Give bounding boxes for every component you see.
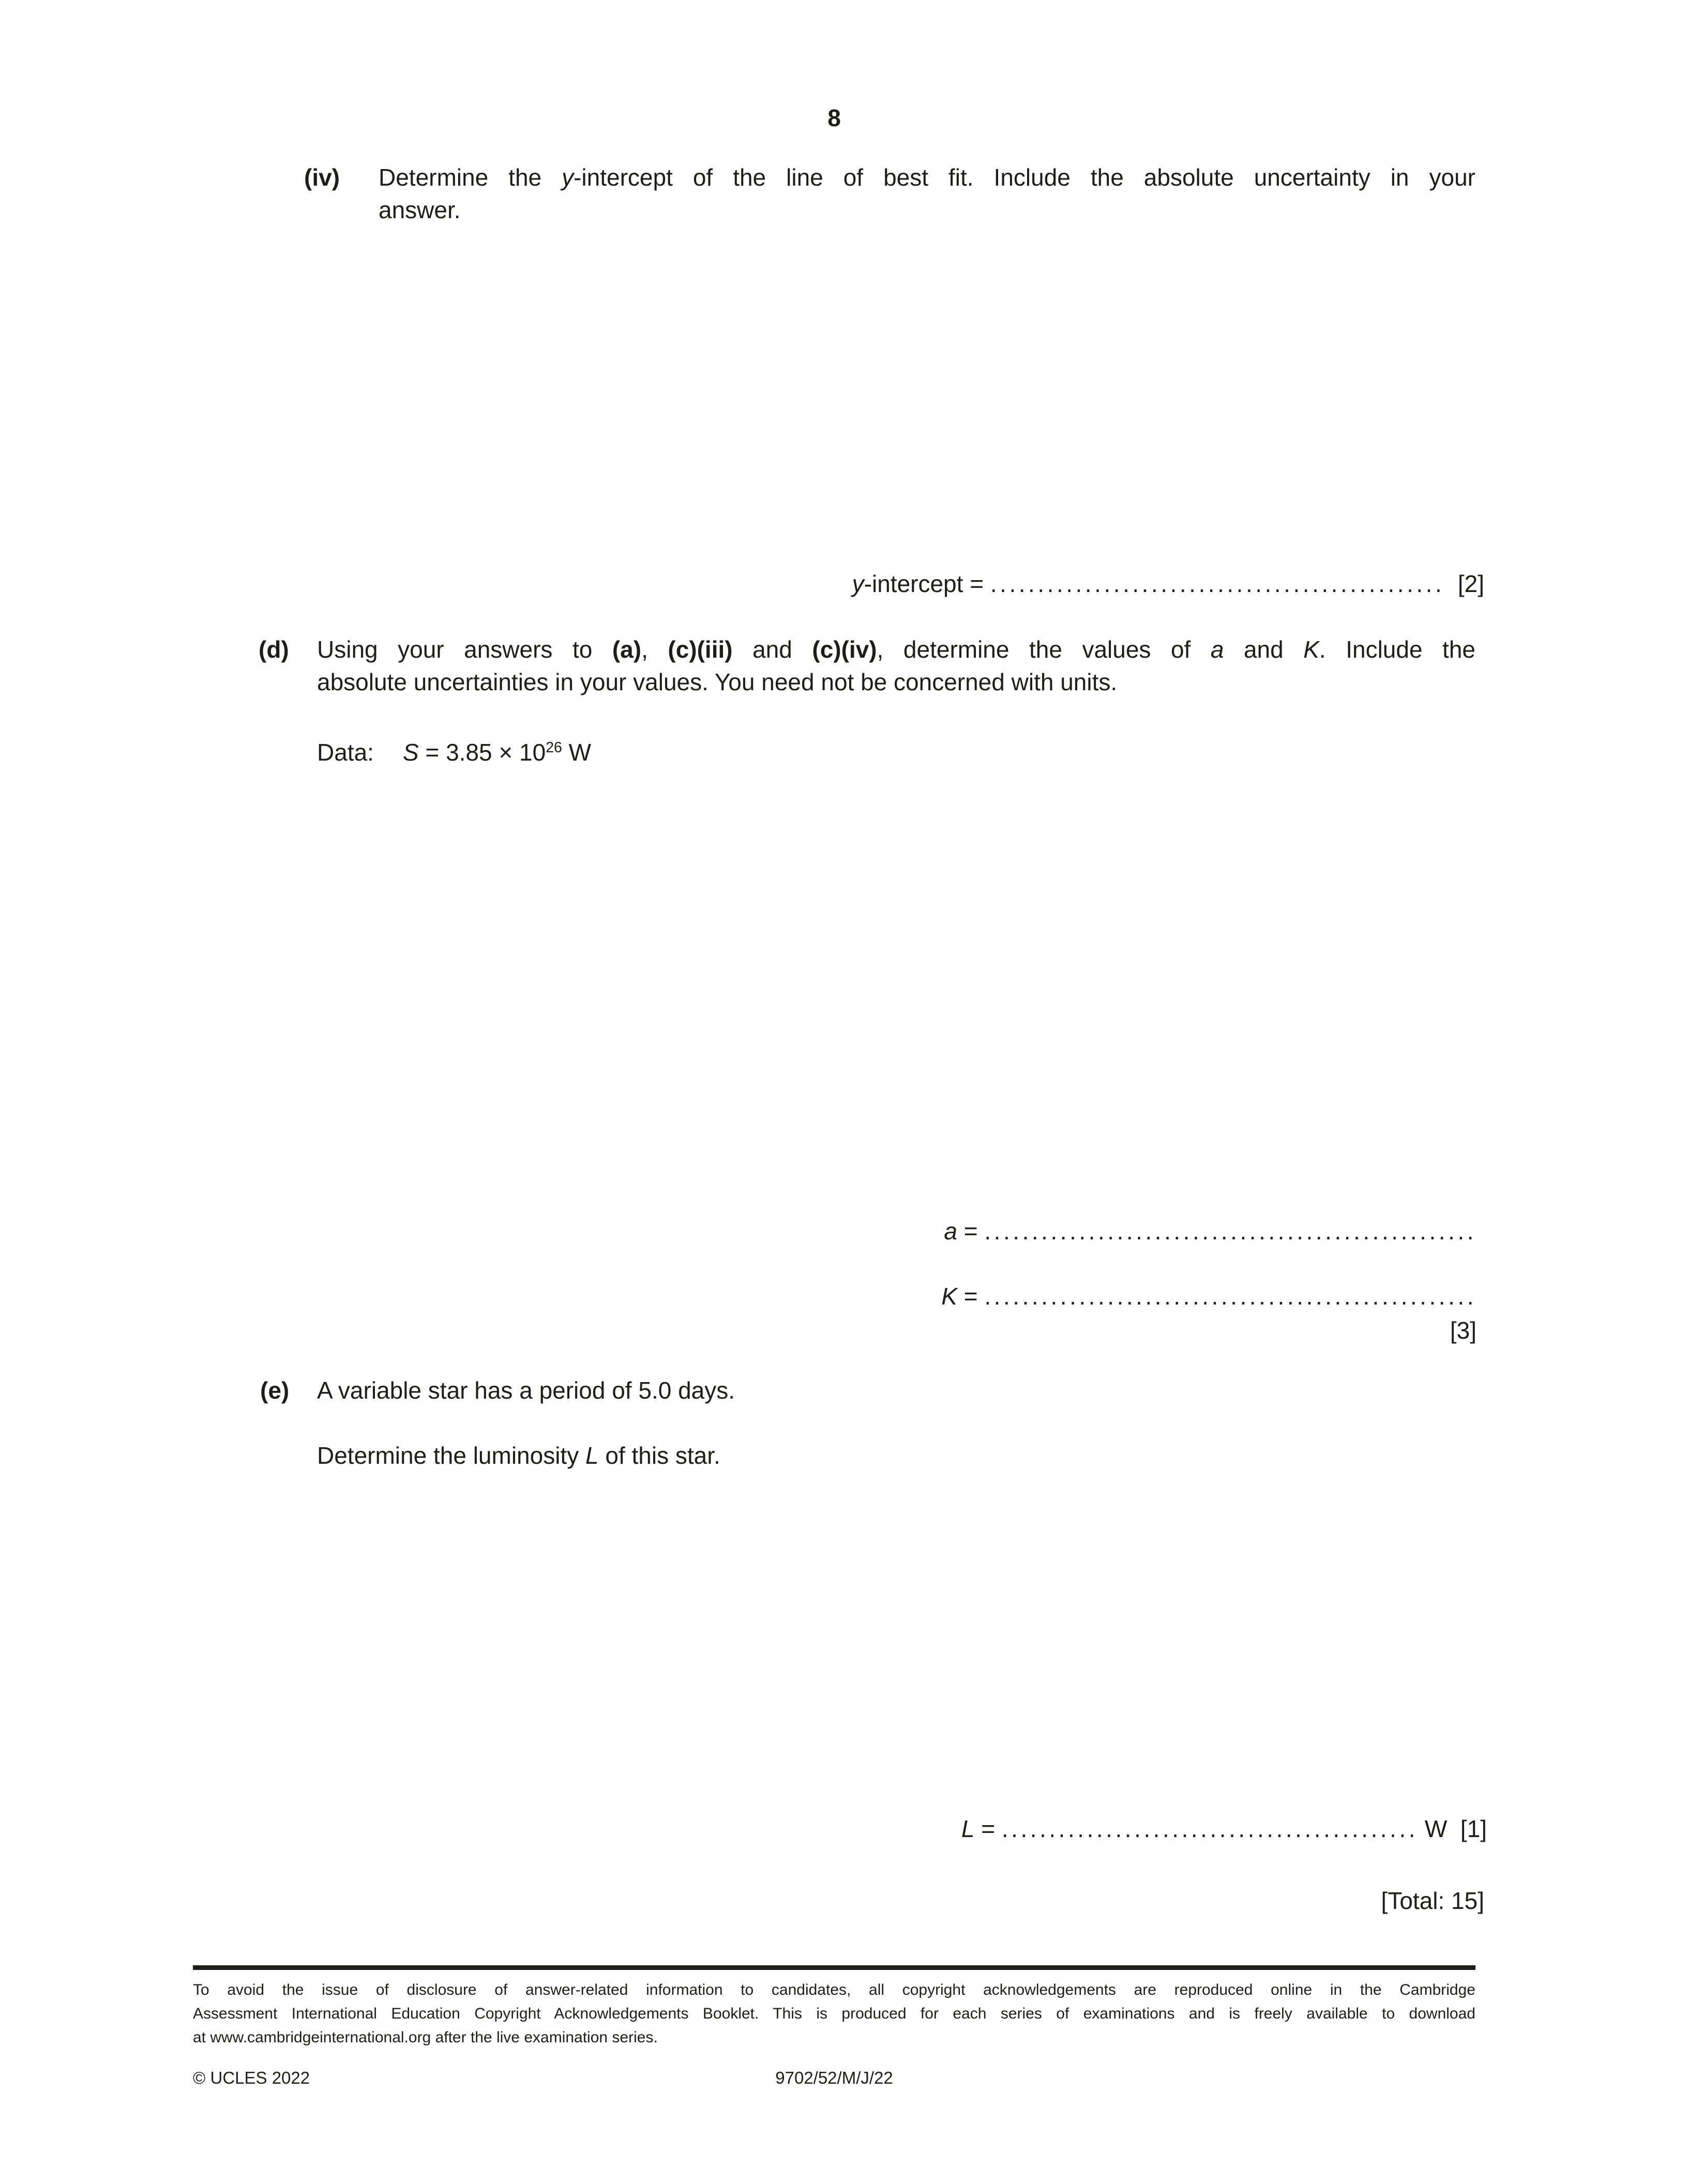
question-iv-line-2: answer. xyxy=(379,196,461,223)
data-value: $S = 3.85 \times 10^{26}$ W xyxy=(402,739,592,766)
question-iv-line-1: Determine the y-intercept of the line of best fit. Include the absolute uncertainty in your xyxy=(379,164,1475,191)
footer-divider xyxy=(193,1965,1475,1970)
y-intercept-answer-line: y-intercept = ................................................ [2] xyxy=(852,570,1484,597)
question-d-text xyxy=(317,633,1475,699)
question-d-line-2: absolute uncertainties in your values. You need not be concerned with units. xyxy=(317,669,1118,695)
footer-disclaimer-line-1: To avoid the issue of disclosure of answer-related information to candidates, all copyright acknowledgements are reproduced online in the Cambridge xyxy=(193,1981,1475,1998)
paper-code-wrap xyxy=(193,2067,1475,2089)
footer-disclaimer-line-2: Assessment International Education Copyright Acknowledgements Booklet. This is produced for each series of examinations and is freely available to download xyxy=(193,2005,1475,2022)
question-d-marks: [3] xyxy=(1450,1317,1476,1344)
question-e-line-2: Determine the luminosity L of this star. xyxy=(317,1442,720,1469)
question-iv-marker: (iv) xyxy=(304,164,340,191)
page-number: 8 xyxy=(827,104,841,131)
l-answer-line: L = ............................................ W [1] xyxy=(961,1815,1487,1842)
question-iv-text xyxy=(379,161,1475,226)
footer-bottom-line xyxy=(193,2067,1475,2089)
question-d-marker: (d) xyxy=(259,636,289,663)
total-marks: [Total: 15] xyxy=(1381,1887,1484,1914)
paper-code: 9702/52/M/J/22 xyxy=(775,2068,893,2087)
a-answer-line: a = .................................................... xyxy=(944,1218,1476,1245)
question-e-marker: (e) xyxy=(260,1377,290,1404)
footer-disclaimer xyxy=(193,1978,1475,2050)
k-answer-line: K = .................................................... xyxy=(941,1283,1476,1310)
data-line xyxy=(317,736,591,769)
footer-disclaimer-line-3: at www.cambridgeinternational.org after the live examination series. xyxy=(193,2029,658,2046)
question-e-line-1: A variable star has a period of 5.0 days. xyxy=(317,1377,735,1404)
question-d-line-1: Using your answers to (a), (c)(iii) and (c)(iv), determine the values of a and K. Include the xyxy=(317,636,1476,663)
copyright-text: © UCLES 2022 xyxy=(193,2068,310,2087)
data-label: Data: xyxy=(317,739,374,766)
